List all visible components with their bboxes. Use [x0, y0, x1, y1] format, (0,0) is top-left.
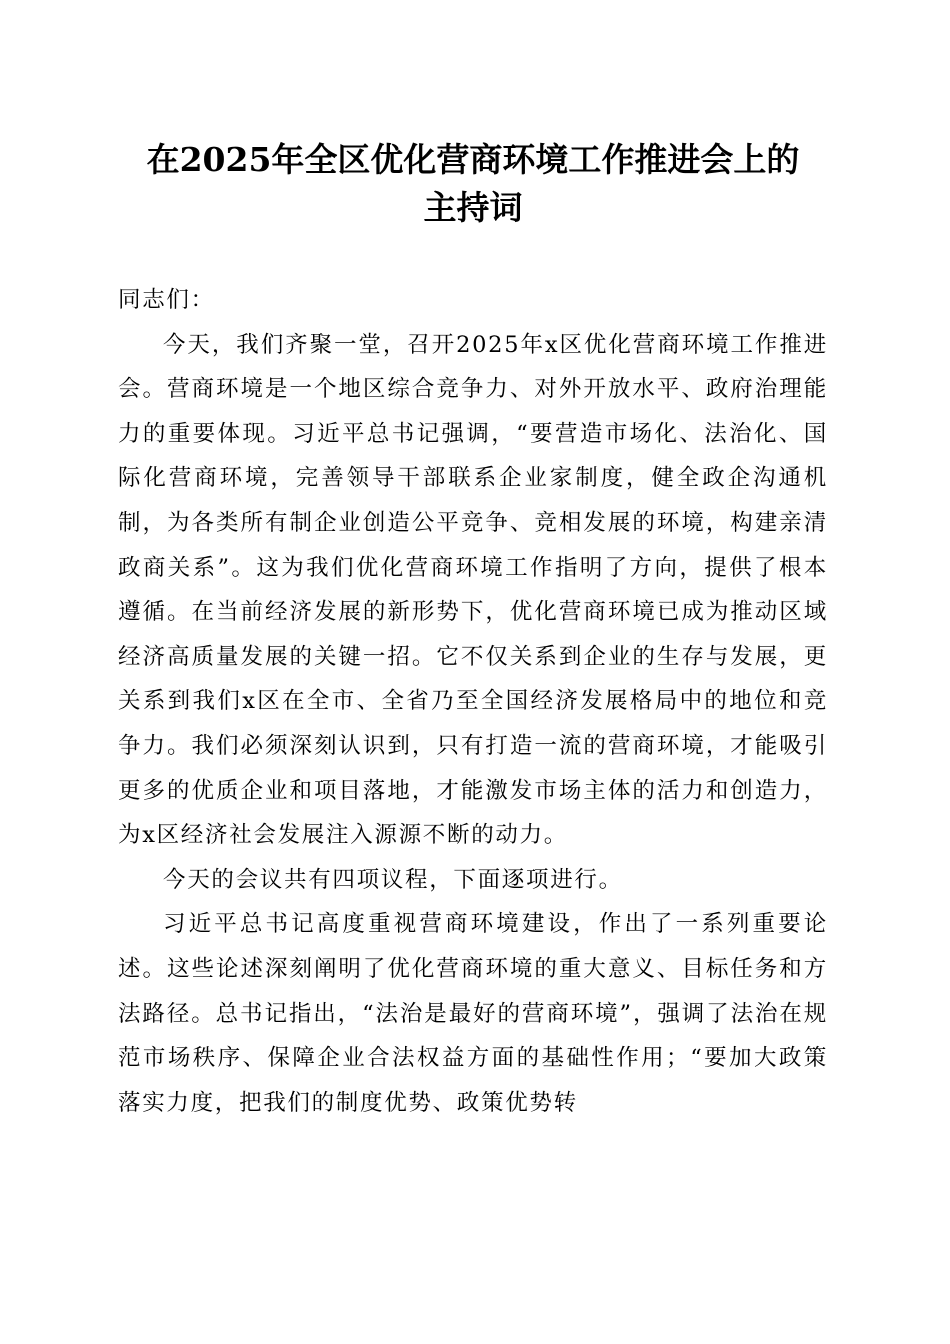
paragraph: 习近平总书记高度重视营商环境建设，作出了一系列重要论述。这些论述深刻阐明了优化营商环境的重大意义、目标任务和方法路径。总书记指出，“法治是最好的营商环境”，强调了法治在规范市场秩序、保障企业合法权益方面的基础性作用；“要加大政策落实力度，把我们的制度优势、政策优势转 — [118, 911, 828, 1116]
title-line-1: 在2025年全区优化营商环境工作推进会上的 — [146, 140, 800, 179]
document-title — [118, 136, 828, 232]
title-line-2: 主持词 — [423, 188, 523, 227]
paragraph: 今天的会议共有四项议程，下面逐项进行。 — [163, 866, 623, 893]
document-body — [118, 278, 828, 1125]
salutation: 同志们： — [118, 287, 215, 313]
paragraph: 今天，我们齐聚一堂，召开2025年x区优化营商环境工作推进会。营商环境是一个地区综合竞争力、对外开放水平、政府治理能力的重要体现。习近平总书记强调，“要营造市场化、法治化、国际化营商环境，完善领导干部联系企业家制度，健全政企沟通机制，为各类所有制企业创造公平竞争、竞相发展的环境，构建亲清政商关系”。这为我们优化营商环境工作指明了方向，提供了根本遵循。在当前经济发展的新形势下，优化营商环境已成为推动区域经济高质量发展的关键一招。它不仅关系到企业的生存与发展，更关系到我们x区在全市、全省乃至全国经济发展格局中的地位和竞争力。我们必须深刻认识到，只有打造一流的营商环境，才能吸引更多的优质企业和项目落地，才能激发市场主体的活力和创造力，为x区经济社会发展注入源源不断的动力。 — [118, 331, 828, 849]
